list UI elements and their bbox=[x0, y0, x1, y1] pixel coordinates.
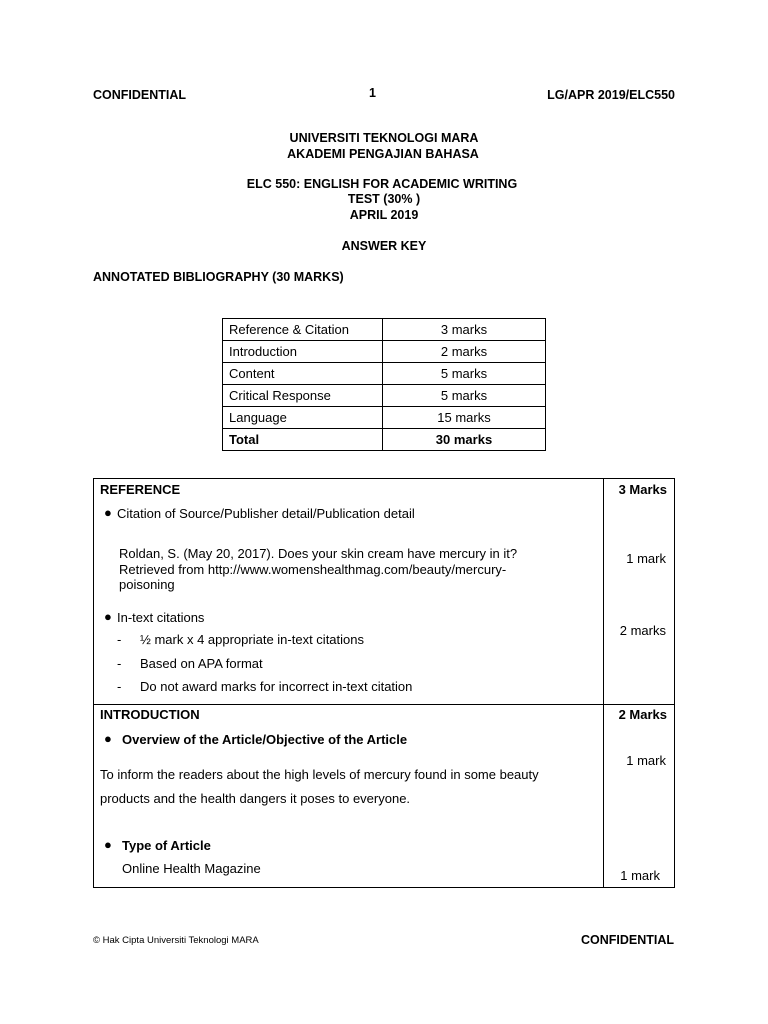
footer-copyright: © Hak Cipta Universiti Teknologi MARA bbox=[93, 935, 259, 946]
table-row bbox=[223, 363, 546, 385]
table-row bbox=[223, 341, 546, 363]
marks-cell: 30 marks bbox=[383, 429, 546, 451]
bullet-icon: ● bbox=[104, 505, 112, 520]
reference-heading: REFERENCE bbox=[100, 482, 181, 497]
overview-mark: 1 mark bbox=[626, 753, 666, 768]
component-cell: Content bbox=[223, 363, 383, 385]
component-cell: Total bbox=[223, 429, 383, 451]
dash-icon: - bbox=[117, 656, 122, 671]
component-cell: Introduction bbox=[223, 341, 383, 363]
bullet-icon: ● bbox=[104, 837, 112, 852]
citation-mark: 1 mark bbox=[626, 551, 666, 566]
introduction-total-marks: 2 Marks bbox=[618, 707, 667, 722]
table-row-total bbox=[223, 429, 546, 451]
intext-mark: 2 marks bbox=[619, 623, 666, 638]
footer-confidential: CONFIDENTIAL bbox=[580, 933, 674, 947]
reference-total-marks: 3 Marks bbox=[618, 482, 667, 497]
academy-name: AKADEMI PENGAJIAN BAHASA bbox=[287, 147, 479, 161]
answer-key-label: ANSWER KEY bbox=[341, 239, 427, 253]
dash-item-3: Do not award marks for incorrect in-text citation bbox=[140, 679, 413, 694]
header-code: LG/APR 2019/ELC550 bbox=[547, 88, 675, 102]
introduction-column-divider bbox=[603, 704, 604, 888]
page-number: 1 bbox=[369, 86, 376, 100]
table-row bbox=[223, 385, 546, 407]
type-mark: 1 mark bbox=[620, 868, 660, 883]
component-cell: Reference & Citation bbox=[223, 319, 383, 341]
table-row bbox=[223, 319, 546, 341]
citation-line-3: poisoning bbox=[119, 577, 175, 592]
citation-line-2: Retrieved from http://www.womenshealthmag.com/beauty/mercury- bbox=[119, 562, 507, 577]
dash-icon: - bbox=[117, 632, 122, 647]
university-name: UNIVERSITI TEKNOLOGI MARA bbox=[289, 131, 479, 145]
introduction-bullet-overview: Overview of the Article/Objective of the Article bbox=[122, 732, 408, 747]
test-weight: TEST (30% ) bbox=[347, 192, 421, 206]
dash-item-2: Based on APA format bbox=[140, 656, 263, 671]
course-title: ELC 550: ENGLISH FOR ACADEMIC WRITING bbox=[246, 177, 518, 191]
component-cell: Critical Response bbox=[223, 385, 383, 407]
marks-cell: 15 marks bbox=[383, 407, 546, 429]
bullet-icon: ● bbox=[104, 731, 112, 746]
reference-column-divider bbox=[603, 478, 604, 705]
overview-line-1: To inform the readers about the high levels of mercury found in some beauty bbox=[100, 767, 539, 782]
introduction-heading: INTRODUCTION bbox=[100, 707, 200, 722]
bullet-icon: ● bbox=[104, 609, 112, 624]
article-type-value: Online Health Magazine bbox=[122, 861, 261, 876]
citation-line-1: Roldan, S. (May 20, 2017). Does your skin cream have mercury in it? bbox=[119, 546, 518, 561]
overview-line-2: products and the health dangers it poses to everyone. bbox=[100, 791, 411, 806]
dash-item-1: ½ mark x 4 appropriate in-text citations bbox=[140, 632, 364, 647]
reference-bullet-citation: Citation of Source/Publisher detail/Publication detail bbox=[117, 506, 415, 521]
marks-summary-table bbox=[222, 318, 546, 451]
marks-cell: 5 marks bbox=[383, 363, 546, 385]
header-confidential: CONFIDENTIAL bbox=[93, 88, 187, 102]
introduction-bullet-type: Type of Article bbox=[122, 838, 211, 853]
marks-cell: 2 marks bbox=[383, 341, 546, 363]
marks-cell: 3 marks bbox=[383, 319, 546, 341]
reference-bullet-intext: In-text citations bbox=[117, 610, 205, 625]
section-title: ANNOTATED BIBLIOGRAPHY (30 MARKS) bbox=[93, 270, 344, 284]
component-cell: Language bbox=[223, 407, 383, 429]
table-row bbox=[223, 407, 546, 429]
marks-cell: 5 marks bbox=[383, 385, 546, 407]
dash-icon: - bbox=[117, 679, 122, 694]
test-date: APRIL 2019 bbox=[349, 208, 419, 222]
